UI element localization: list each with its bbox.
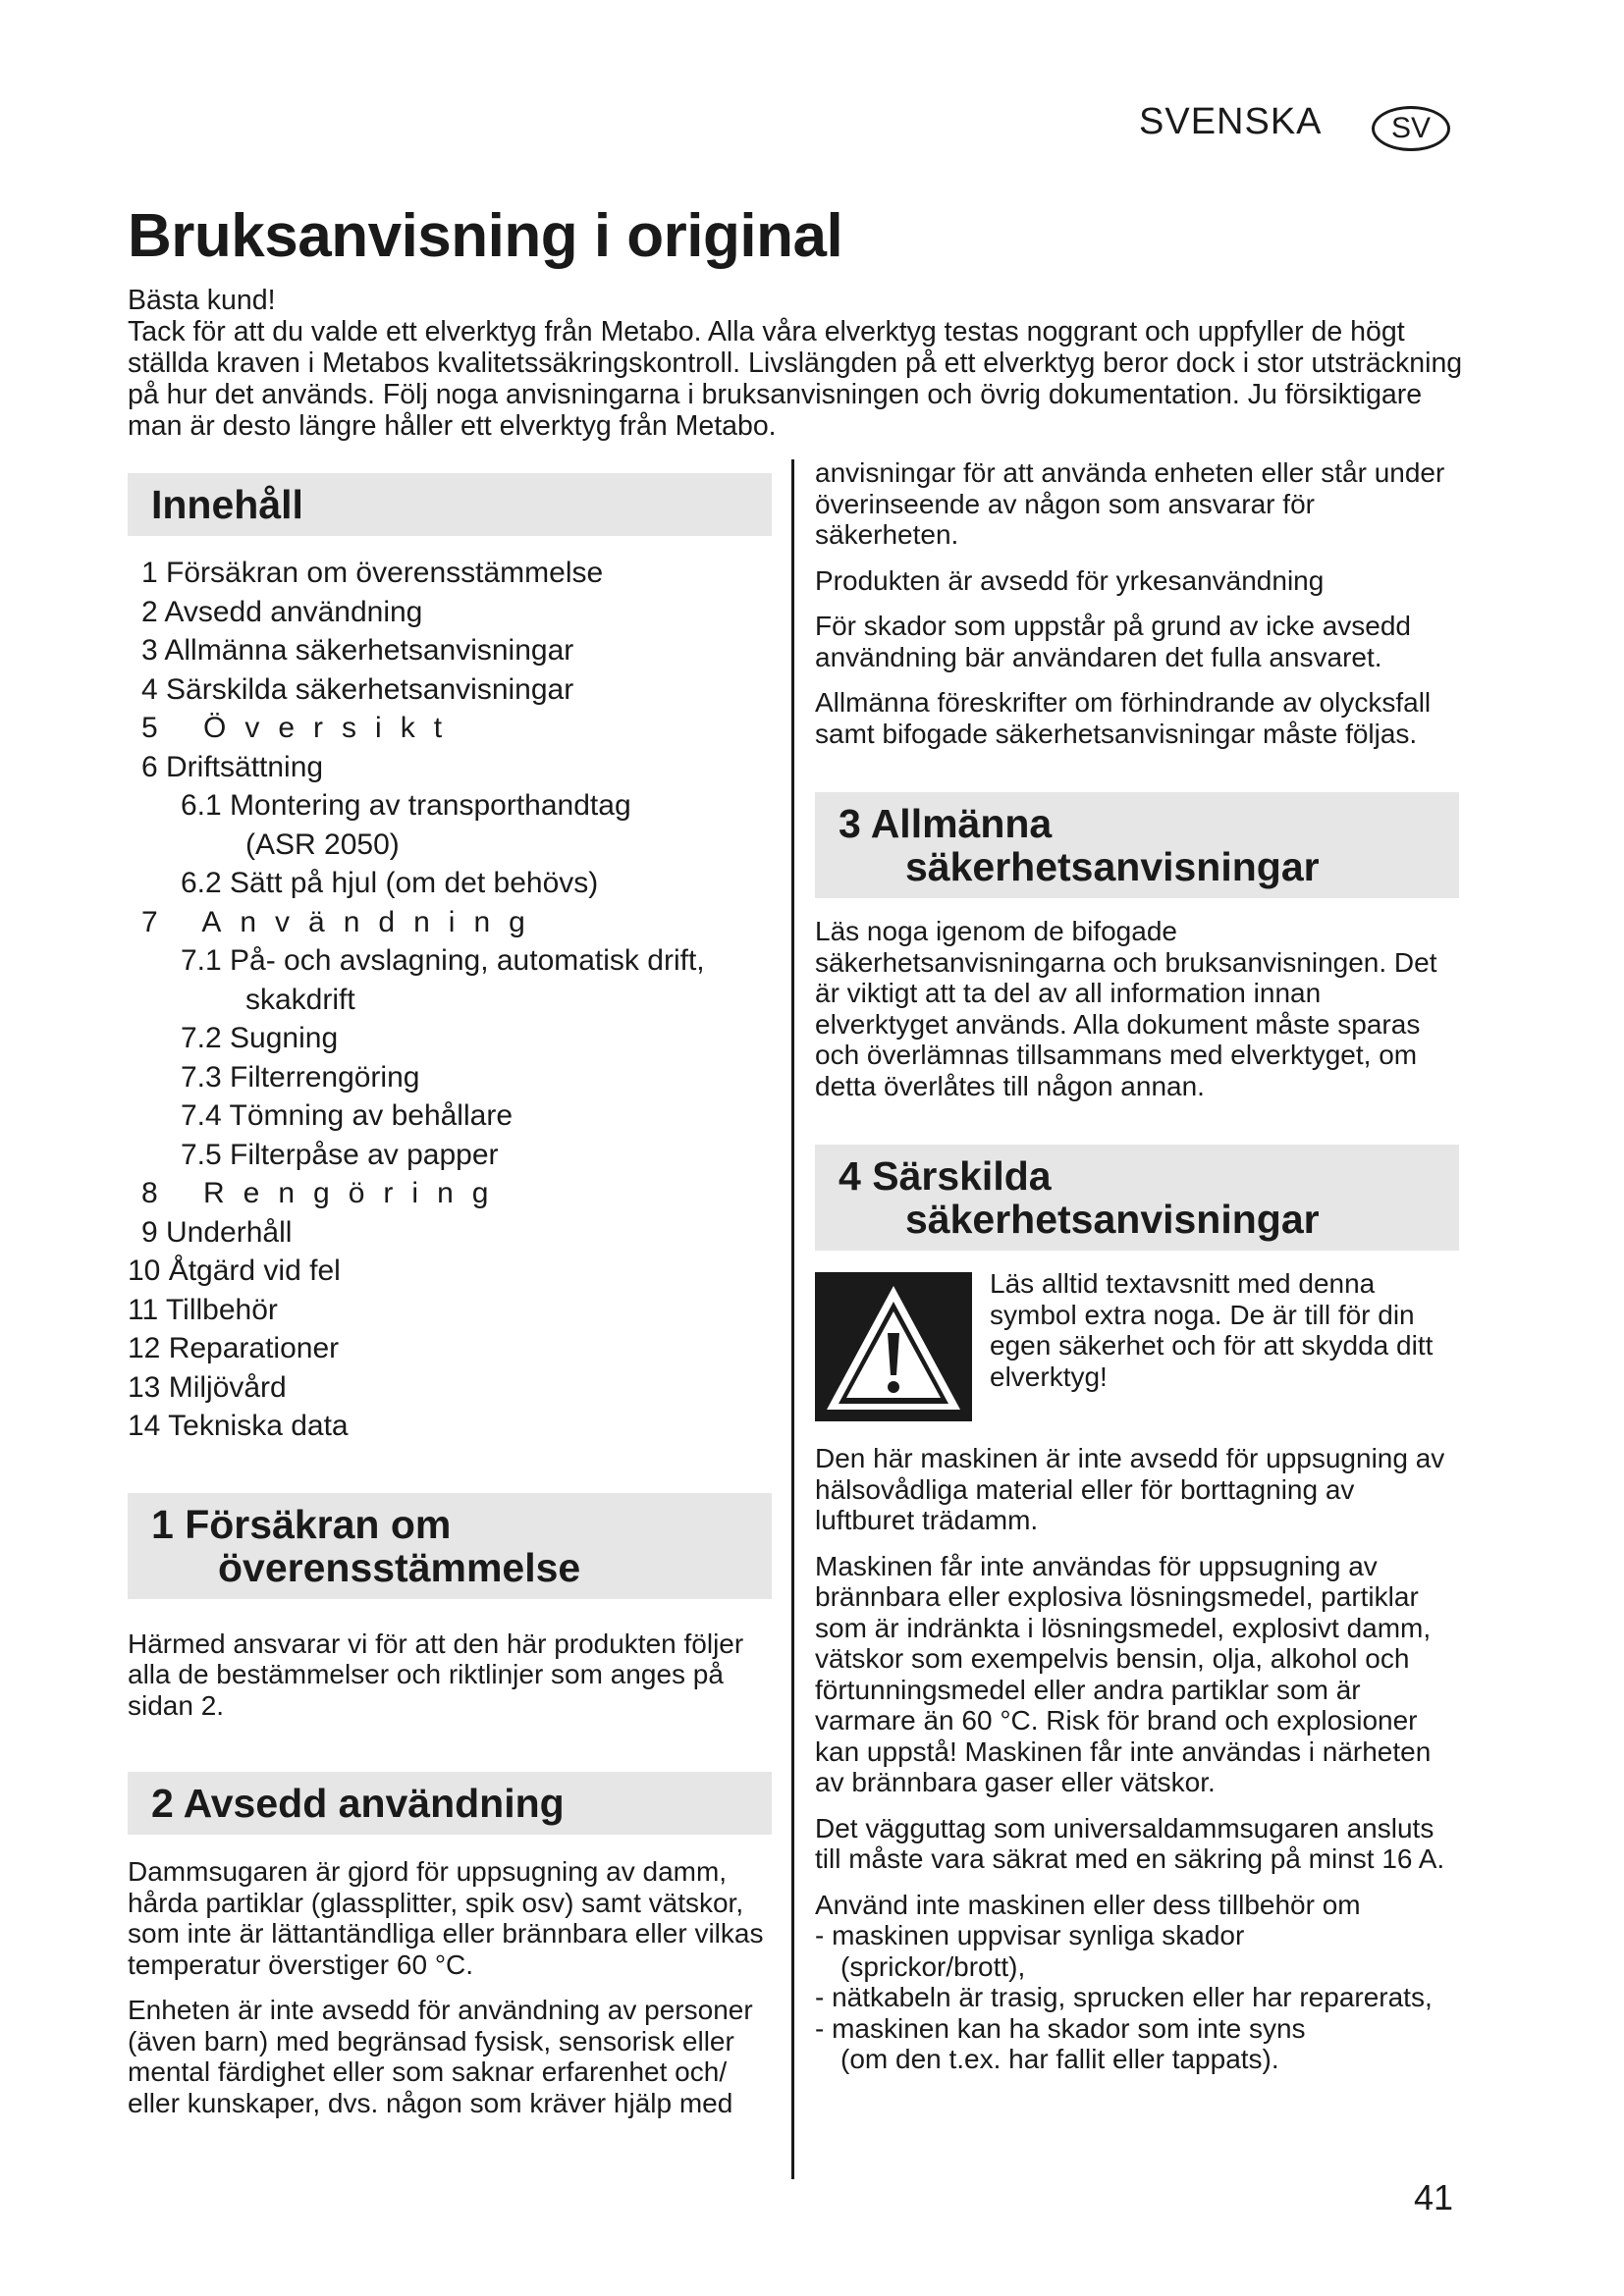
toc-item[interactable]: 13 Miljövård	[128, 1370, 287, 1404]
toc-item[interactable]: 8 Rengöring	[141, 1177, 508, 1209]
warning-notice	[815, 1268, 1459, 1421]
toc-item[interactable]: 6.1 Montering av transporthandtag	[181, 789, 631, 822]
section-1-heading	[128, 1493, 772, 1599]
list-item: - maskinen uppvisar synliga skador	[815, 1920, 1245, 1950]
intro-greeting: Bästa kund!	[128, 285, 276, 316]
toc-item[interactable]: 9 Underhåll	[141, 1215, 293, 1249]
paragraph: Dammsugaren är gjord för uppsugning av damm, hårda partiklar (glassplitter, spik osv) samt vätskor, som inte är lättantändliga eller brännbara eller vilkas temperatur överstiger 60 °C.	[128, 1856, 764, 1980]
list-intro: Använd inte maskinen eller dess tillbehör om	[815, 1889, 1361, 1920]
list-item: - maskinen kan ha skador som inte syns	[815, 2012, 1306, 2044]
left-column	[128, 473, 772, 2133]
page-number: 41	[1414, 2177, 1454, 2217]
toc-item[interactable]: 7.5 Filterpåse av papper	[181, 1138, 499, 1171]
paragraph: Det vägguttag som universaldammsugaren ansluts till måste vara säkrat med en säkring på minst 16 A.	[815, 1812, 1445, 1874]
warning-text: Läs alltid textavsnitt med denna symbol extra noga. De är till för din egen säkerhet och för att skydda ditt elverktyg!	[990, 1268, 1434, 1392]
section-2-heading	[128, 1772, 772, 1835]
toc-item[interactable]: 4 Särskilda säkerhetsanvisningar	[141, 672, 574, 706]
toc-item[interactable]: 5 Översikt	[141, 712, 461, 744]
section-4-title-line2: säkerhetsanvisningar	[905, 1197, 1320, 1242]
intro	[128, 285, 1473, 442]
paragraph: Den här maskinen är inte avsedd för uppsugning av hälsovådliga material eller för borttagning av luftburet trädamm.	[815, 1443, 1445, 1535]
toc-item[interactable]: 7.1 På- och avslagning, automatisk drift,	[181, 944, 705, 977]
toc-item[interactable]: 6.2 Sätt på hjul (om det behövs)	[181, 867, 599, 899]
toc-item[interactable]: 7.4 Tömning av behållare	[181, 1099, 513, 1132]
column-divider	[791, 459, 794, 2179]
section-4-body	[815, 1443, 1459, 2075]
toc-item[interactable]: 2 Avsedd användning	[141, 595, 423, 628]
toc-item[interactable]: 3 Allmänna säkerhetsanvisningar	[141, 634, 574, 667]
list-item-continuation: (sprickor/brott),	[840, 1950, 1026, 1982]
table-of-contents	[128, 554, 772, 1446]
toc-item-continuation[interactable]: (ASR 2050)	[245, 828, 400, 861]
language-code-badge: SV	[1372, 106, 1450, 151]
section-4-heading	[815, 1145, 1459, 1251]
section-3-number: 3	[839, 801, 861, 846]
section-4-number: 4	[839, 1153, 861, 1199]
language-label: SVENSKA	[1139, 101, 1323, 142]
paragraph: anvisningar för att använda enheten eller står under överinseende av någon som ansvarar för säkerheten.	[815, 457, 1445, 550]
toc-item[interactable]: 1 Försäkran om överensstämmelse	[141, 557, 604, 589]
section-3-title-line2: säkerhetsanvisningar	[905, 844, 1320, 889]
section-3-heading	[815, 792, 1459, 898]
toc-item[interactable]: 7.2 Sugning	[181, 1022, 339, 1054]
warning-triangle-icon	[815, 1272, 972, 1421]
toc-item[interactable]: 7 Användning	[141, 905, 544, 938]
right-intro-body	[815, 457, 1459, 749]
section-3-title-line1: Allmänna	[870, 801, 1053, 846]
page-title: Bruksanvisning i original	[128, 202, 843, 270]
toc-item-continuation[interactable]: skakdrift	[245, 983, 355, 1016]
section-4-title-line1: Särskilda	[872, 1153, 1052, 1199]
list-item: - nätkabeln är trasig, sprucken eller har reparerats,	[815, 1982, 1433, 2012]
toc-item[interactable]: 10 Åtgärd vid fel	[128, 1255, 341, 1287]
section-3-body	[815, 916, 1459, 1101]
toc-item[interactable]: 12 Reparationer	[128, 1332, 340, 1364]
toc-item[interactable]: 6 Driftsättning	[141, 750, 324, 783]
paragraph: Enheten är inte avsedd för användning av personer (även barn) med begränsad fysisk, sensorisk eller mental färdighet eller som saknar erfarenhet och/ eller kunskaper, dvs. någon som kräver hjälp med	[128, 1995, 753, 2118]
list-item-continuation: (om den t.ex. har fallit eller tappats).	[840, 2044, 1279, 2074]
paragraph: Härmed ansvarar vi för att den här produkten följer alla de bestämmelser och riktlinjer som anges på sidan 2.	[128, 1628, 744, 1721]
right-column	[815, 457, 1459, 2075]
section-2-title: 2 Avsedd användning	[151, 1781, 565, 1826]
paragraph: För skador som uppstår på grund av icke avsedd användning bär användaren det fulla ansvaret.	[815, 611, 1411, 672]
intro-text: Tack för att du valde ett elverktyg från Metabo. Alla våra elverktyg testas noggrant och uppfyller de högt ställda kraven i Metabos kvalitetssäkringskontroll. Livslängden på ett elverktyg beror dock i stor utsträckning på hur det används. Följ noga anvisningarna i bruksanvisningen och övrig dokumentation. Ju försiktigare man är desto längre håller ett elverktyg från Metabo.	[128, 316, 1463, 442]
toc-item[interactable]: 14 Tekniska data	[128, 1410, 349, 1442]
section-2-body	[128, 1856, 772, 2118]
toc-heading: Innehåll	[151, 482, 303, 527]
section-1-body	[128, 1629, 772, 1722]
section-1-title-line1: Försäkran om	[185, 1501, 452, 1547]
toc-item[interactable]: 11 Tillbehör	[128, 1293, 278, 1326]
toc-heading-box	[128, 473, 772, 536]
section-1-number: 1	[151, 1501, 174, 1547]
paragraph: Allmänna föreskrifter om förhindrande av olycksfall samt bifogade säkerhetsanvisningar måste följas.	[815, 687, 1432, 749]
section-1-title-line2: överensstämmelse	[218, 1544, 581, 1590]
paragraph: Produkten är avsedd för yrkesanvändning	[815, 564, 1325, 596]
paragraph: Maskinen får inte användas för uppsugning av brännbara eller explosiva lösningsmedel, partiklar som är indränkta i lösningsmedel, explosivt damm, vätskor som exempelvis bensin, olja, alkohol och förtunningsmedel eller andra partiklar som är varmare än 60 °C. Risk för brand och explosioner kan uppstå! Maskinen får inte användas i närheten av brännbara gaser eller vätskor.	[815, 1550, 1432, 1797]
toc-item[interactable]: 7.3 Filterrengöring	[181, 1060, 420, 1094]
paragraph: Läs noga igenom de bifogade säkerhetsanvisningarna och bruksanvisningen. Det är viktigt att ta del av all information innan elverktyget används. Alla dokument måste sparas och överlämnas tillsammans med elverktyget, om detta överlåtes till någon annan.	[815, 916, 1437, 1101]
